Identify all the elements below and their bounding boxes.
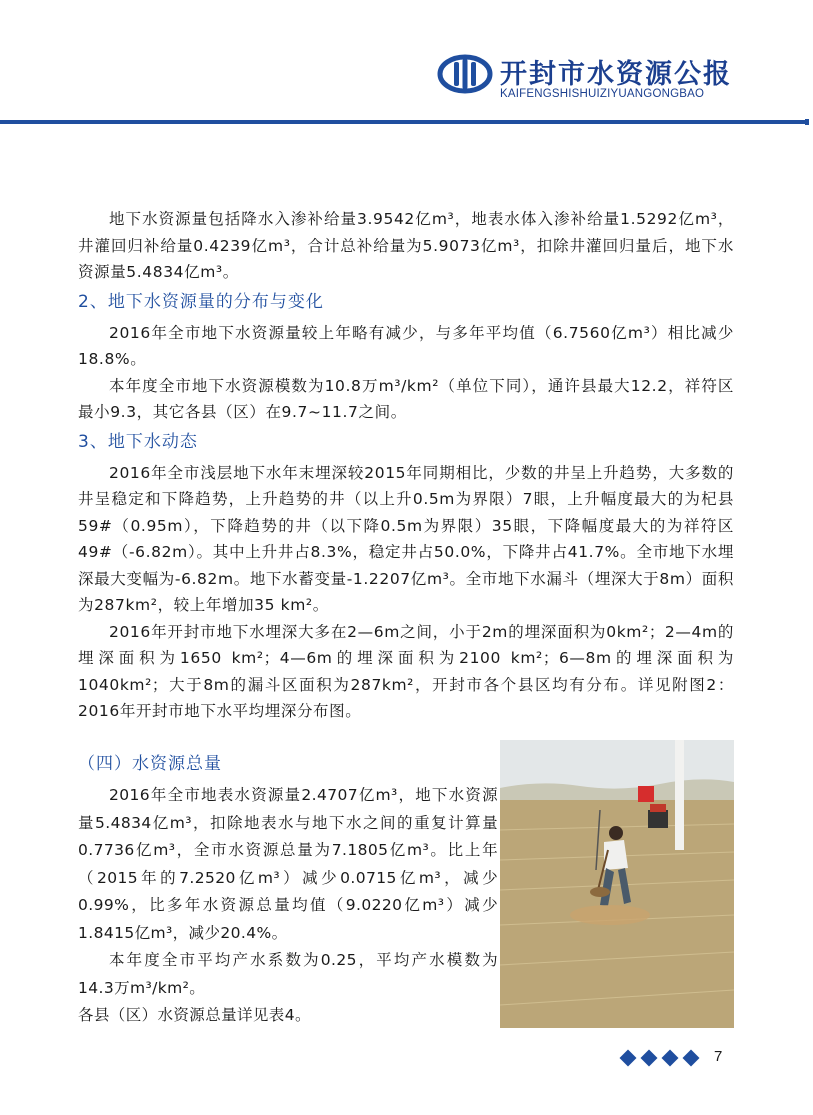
main-content xyxy=(78,206,734,725)
section3-paragraph: 2016年全市浅层地下水年末埋深较2015年同期相比，少数的井呈上升趋势，大多数的井呈稳定和下降趋势，上升趋势的井（以上升0.5m为界限）7眼，上升幅度最大的为杞县59#（0.95m），下降趋势的井（以下降0.5m为界限）35眼，下降幅度最大的为祥符区49#（-6.82m）。其中上升井占8.3%，稳定井占50.0%，下降井占41.7%。全市地下水埋深最大变幅为-6.82m。地下水蓄变量-1.2207亿m³。全市地下水漏斗（埋深大于8m）面积为287km²，较上年增加35 km²。 xyxy=(78,463,734,614)
section4-closing: 各县（区）水资源总量详见表4。 xyxy=(78,1006,311,1024)
section4-paragraph: 2016年全市地表水资源量2.4707亿m³，地下水资源量5.4834亿m³，扣除地表水与地下水之间的重复计算量0.7736亿m³，全市水资源总量为7.1805亿m³。比上年（2015年的7.2520亿m³）减少0.0715亿m³，减少0.99%，比多年水资源总量均值（9.0220亿m³）减少1.8415亿m³，减少20.4%。 xyxy=(78,786,498,942)
section3-paragraph: 2016年开封市地下水埋深大多在2—6m之间，小于2m的埋深面积为0km²；2—4m的埋深面积为1650 km²；4—6m的埋深面积为2100 km²；6—8m的埋深面积为1040km²；大于8m的漏斗区面积为287km²，开封市各个县区均有分布。详见附图2：2016年开封市地下水平均埋深分布图。 xyxy=(78,622,734,720)
intro-paragraph: 地下水资源量包括降水入渗补给量3.9542亿m³，地表水体入渗补给量1.5292亿m³，井灌回归补给量0.4239亿m³，合计总补给量为5.9073亿m³，扣除井灌回归量后，地下水资源量5.4834亿m³。 xyxy=(78,210,734,281)
kaifeng-water-emblem-icon xyxy=(437,54,493,94)
section-heading-dynamics: 3、地下水动态 xyxy=(78,431,198,452)
field-survey-photo xyxy=(500,740,734,1028)
section-heading-distribution: 2、地下水资源量的分布与变化 xyxy=(78,291,324,312)
section4-paragraph: 本年度全市平均产水系数为0.25，平均产水模数为14.3万m³/km²。 xyxy=(78,951,498,997)
diamond-ornament-icon xyxy=(683,1050,700,1067)
publication-title: 开封市水资源公报 xyxy=(500,59,732,90)
diamond-ornament-icon xyxy=(641,1050,658,1067)
section-heading-total: （四）水资源总量 xyxy=(78,754,222,774)
field-photo-illustration xyxy=(500,740,734,1028)
page-footer xyxy=(622,1048,742,1072)
diamond-ornament-icon xyxy=(662,1050,679,1067)
publication-subtitle: KAIFENGSHISHUIZIYUANGONGBAO xyxy=(500,88,705,100)
section2-paragraph: 本年度全市地下水资源模数为10.8万m³/km²（单位下同），通许县最大12.2，祥符区最小9.3，其它各县（区）在9.7~11.7之间。 xyxy=(78,376,734,421)
page-header xyxy=(0,0,813,128)
section-total-resources xyxy=(78,748,498,1030)
section2-paragraph: 2016年全市地下水资源量较上年略有减少，与多年平均值（6.7560亿m³）相比减少18.8%。 xyxy=(78,323,734,368)
page-number: 7 xyxy=(714,1048,723,1065)
header-divider xyxy=(0,120,806,124)
diamond-ornament-icon xyxy=(620,1050,637,1067)
